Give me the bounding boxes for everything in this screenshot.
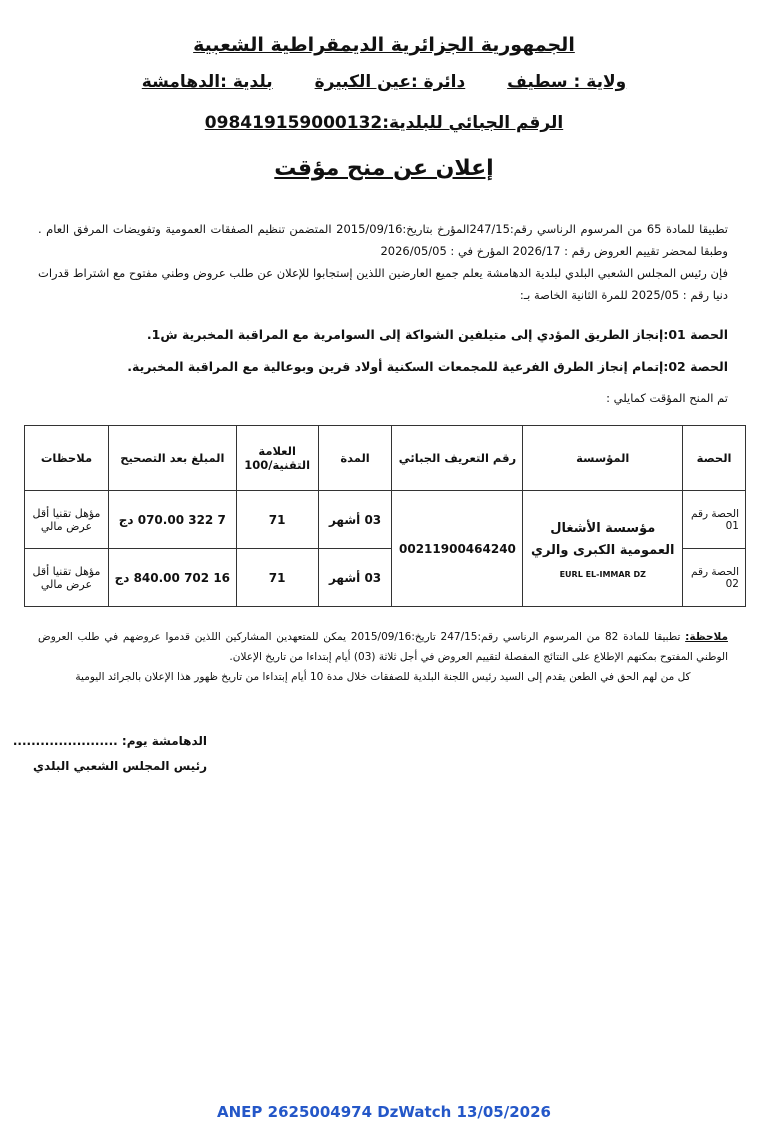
enterprise-cell xyxy=(523,491,683,607)
lot-1-description: الحصة 01:إنجاز الطريق المؤدي إلى متيلفين الشواكة إلى السوامرية مع المراقبة المخبرية ش1. xyxy=(146,327,728,342)
enterprise-name: مؤسسة الأشغال العمومية الكبرى والري xyxy=(531,521,675,558)
header-amount: المبلغ بعد التصحيح xyxy=(108,426,236,491)
signature-signer: رئيس المجلس الشعبي البلدي xyxy=(33,759,207,773)
signature-place-date: الدهامشة يوم: ....................... xyxy=(12,734,207,748)
paragraph-decree: تطبيقا للمادة 65 من المرسوم الرناسي رقم:247/15المؤرخ بتاريخ:2015/09/16 المتضمن تنظيم الصفقات العمومية وتفويضات المرفق العام . وطبقا لمحضر تقييم العروض رقم : 2026/17 المؤرخ في : 2026/05/05 xyxy=(38,222,728,258)
header-lot: الحصة xyxy=(683,426,746,491)
enterprise-latin-name: EURL EL-IMMAR DZ xyxy=(559,570,646,579)
fiscal-id-cell: 00211900464240 xyxy=(392,491,523,607)
header-score: العلامة التقنية/100 xyxy=(236,426,318,491)
baladia: بلدية :الدهامشة xyxy=(141,72,273,92)
daira: دائرة :عين الكبيرة xyxy=(314,72,466,92)
notes-section xyxy=(38,627,728,687)
note-text-2: كل من لهم الحق في الطعن يقدم إلى السيد رئيس اللجنة البلدية للصفقات خلال مدة 10 أيام إبتداءا من تاريخ ظهور هذا الإعلان بالجرائد اليومية xyxy=(75,671,691,683)
footer-reference: ANEP 2625004974 DzWatch 13/05/2026 xyxy=(217,1103,551,1121)
header-enterprise: المؤسسة xyxy=(523,426,683,491)
wilaya: ولاية : سطيف xyxy=(507,72,627,92)
lot-2-description: الحصة 02:إتمام إنجاز الطرق الفرعية للمجمعات السكنية أولاد قرين وبوعالية مع المراقبة المخبرية. xyxy=(127,359,728,374)
header-duration: المدة xyxy=(318,426,392,491)
table-row xyxy=(25,491,746,549)
paragraph-announcement: فإن رئيس المجلس الشعبي البلدي لبلدية الدهامشة يعلم جميع العارضين اللذين إستجابوا للإعلان عن طلب عروض وطني مفتوح مع اشتراط قدرات دنيا رقم : 2025/05 للمرة الثانية الخاصة بـ: xyxy=(38,266,728,302)
document-title: إعلان عن منح مؤقت xyxy=(274,156,494,181)
location-line xyxy=(0,72,768,92)
header-fiscal-id: رقم التعريف الجبائي xyxy=(392,426,523,491)
note-cell: مؤهل تقنيا أقل عرض مالي xyxy=(25,549,109,607)
score-cell: 71 xyxy=(236,549,318,607)
amount-cell: 16 702 840.00 دج xyxy=(108,549,236,607)
note-text-1: تطبيقا للمادة 82 من المرسوم الرناسي رقم:247/15 تاريخ:2015/09/16 يمكن للمتعهدين المشاركين اللذين قدموا عروضهم في طلب العروض الوطني المفتوح بمكنهم الإطلاع على النتائج المفصلة لتقييم العروض في أجل ثلاثة (03) أيام إبتداءا من تاريخ الإعلان. xyxy=(38,631,728,663)
body-text xyxy=(38,218,728,306)
amount-cell: 7 322 070.00 دج xyxy=(108,491,236,549)
note-cell: مؤهل تقنيا أقل عرض مالي xyxy=(25,491,109,549)
lot-cell: الحصة رقم 01 xyxy=(683,491,746,549)
note-label: ملاحظة: xyxy=(685,631,728,643)
score-cell: 71 xyxy=(236,491,318,549)
award-intro: تم المنح المؤقت كمايلي : xyxy=(606,391,728,405)
duration-cell: 03 أشهر xyxy=(318,491,392,549)
fiscal-id-line: الرقم الجبائي للبلدية:098419159000132 xyxy=(204,113,564,133)
table-header-row xyxy=(25,426,746,491)
header-notes: ملاحظات xyxy=(25,426,109,491)
note-paragraph-1 xyxy=(38,627,728,667)
award-table xyxy=(24,425,746,607)
lot-cell: الحصة رقم 02 xyxy=(683,549,746,607)
duration-cell: 03 أشهر xyxy=(318,549,392,607)
republic-title: الجمهورية الجزائرية الديمقراطية الشعبية xyxy=(193,34,575,56)
